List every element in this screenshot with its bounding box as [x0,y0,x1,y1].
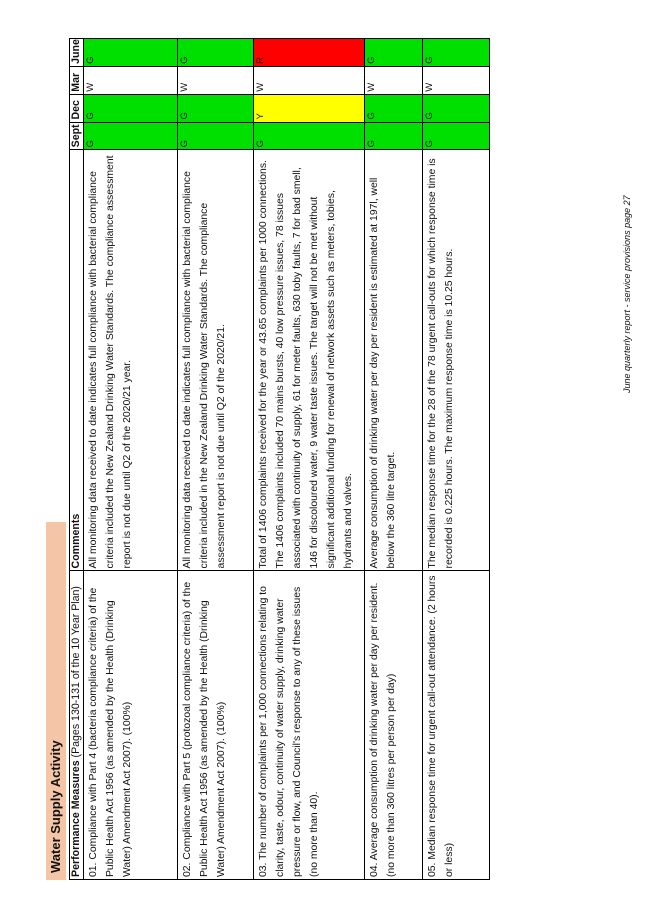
status-mar: W [254,66,365,94]
status-sept: G [178,122,254,150]
status-june: R [254,39,365,67]
table-header-row [70,39,84,880]
comment-cell: Average consumption of drinking water per day per resident is estimated at 197l, well below the 360 litre target. [365,150,423,571]
measure-cell: 02. Compliance with Part 5 (protozoal compliance criteria) of the Public Health Act 1956 (as amended by the Health (Drinking Water) Amendment Act 2007). (100%) [178,571,254,880]
status-dec: G [423,94,490,122]
table-row [84,39,178,880]
comment-cell: All monitoring data received to date indicates full compliance with bacterial compliance criteria included in the New Zealand Drinking Water Standards. The compliance assessment report is not due until Q2 of the 2020/21. [178,150,254,571]
status-dec: Y [254,94,365,122]
table-row [254,39,365,880]
table-row [423,39,490,880]
measure-cell: 01. Compliance with Part 4 (bacteria compliance criteria) of the Public Health Act 1956 (as amended by the Health (Drinking Water) Amendment Act 2007). (100%) [84,571,178,880]
measure-cell: 03. The number of complaints per 1,000 connections relating to clarity, taste, odour, continuity of water supply, drinking water pressure or flow, and Council's response to any of these issues (no more than 40). [254,571,365,880]
comment-cell: Total of 1406 complaints received for the year or 43.65 complaints per 1000 connections. The 1406 complaints included 70 mains bursts, 40 low pressure issues, 78 issues associated with continuity of supply, 61 for meter faults, 630 toby faults, 7 for bad smell, 146 for discoloured water, 9 water taste issues. The target will not be met without significant additional funding for renewal of network assets such as meters, tobies, hydrants and valves. [254,150,365,571]
header-mar: Mar [70,66,84,94]
status-june: G [423,39,490,67]
status-mar: W [423,66,490,94]
comment-cell: The median response time for the 28 of the 78 urgent call-outs for which response time is recorded is 0.225 hours. The maximum response time is 10.25 hours. [423,150,490,571]
status-dec: G [365,94,423,122]
status-june: G [365,39,423,67]
page-footer: June quarterly report - service provisions page 27 [622,195,632,393]
header-june: June [70,39,84,67]
header-measures [70,571,84,880]
header-comments: Comments [70,150,84,571]
status-mar: W [365,66,423,94]
comment-cell: All monitoring data received to date indicates full compliance with bacterial compliance criteria included the New Zealand Drinking Water Standards. The compliance assessment report is not due until Q2 of the 2020/21 year. [84,150,178,571]
status-sept: G [365,122,423,150]
status-mar: W [84,66,178,94]
status-sept: G [254,122,365,150]
header-sept: Sept [70,122,84,150]
measure-cell: 04. Average consumption of drinking water per day per resident. (no more than 360 litres per person per day) [365,571,423,880]
header-measures-pages: (Pages 130-131 of the 10 Year Plan) [70,586,82,758]
status-june: G [84,39,178,67]
table-row [178,39,254,880]
performance-table [69,38,490,880]
status-mar: W [178,66,254,94]
measure-cell: 05. Median response time for urgent call-out attendance. (2 hours or less) [423,571,490,880]
status-dec: G [178,94,254,122]
status-june: G [178,39,254,67]
header-dec: Dec [70,94,84,122]
header-measures-label: Performance Measures [70,760,82,877]
status-sept: G [423,122,490,150]
status-sept: G [84,122,178,150]
table-row [365,39,423,880]
section-title: Water Supply Activity [48,740,63,873]
status-dec: G [84,94,178,122]
